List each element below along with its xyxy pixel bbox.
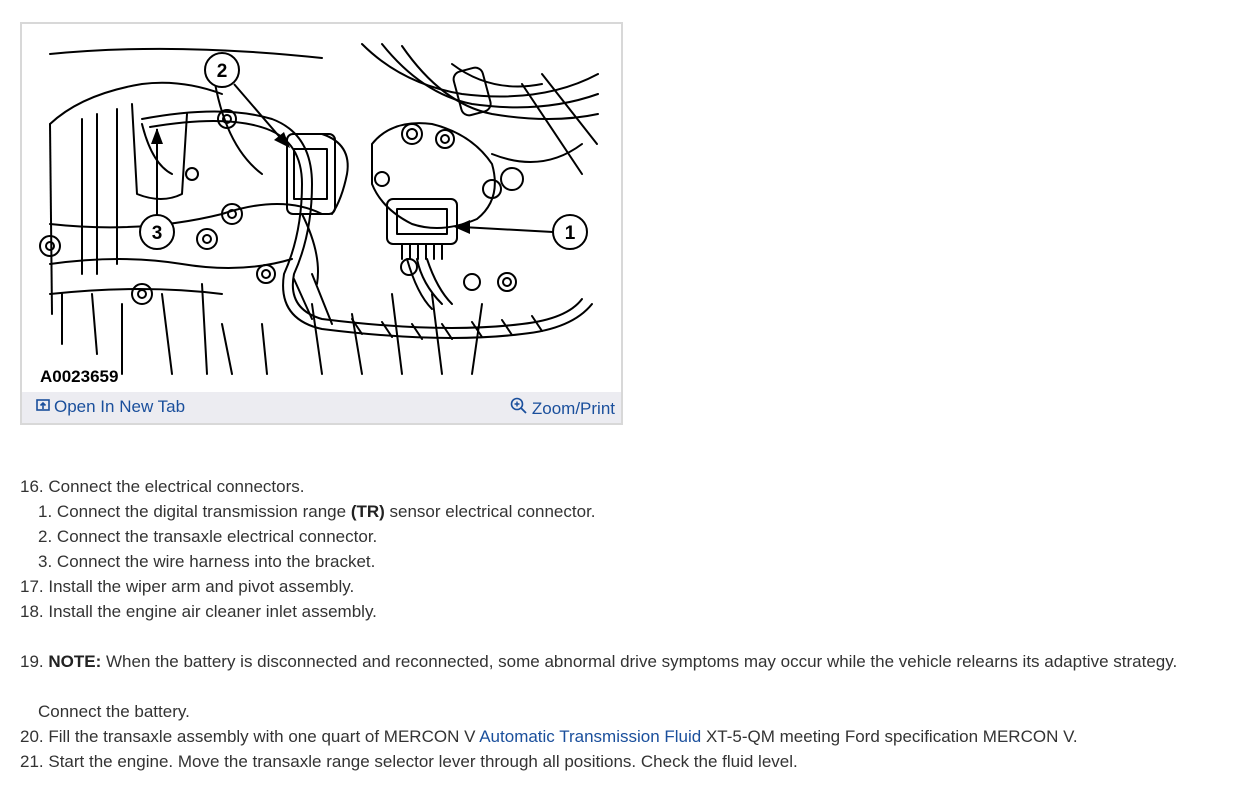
figure-toolbar	[22, 392, 621, 423]
figure-id: A0023659	[40, 367, 119, 386]
step-21: 21. Start the engine. Move the transaxle range selector lever through all positions. Check the fluid level.	[20, 752, 798, 771]
substep-3: 3. Connect the wire harness into the bracket.	[38, 552, 376, 571]
spacer	[20, 674, 1177, 699]
zoom-print-label: Zoom/Print	[531, 398, 615, 418]
transaxle-connector-illustration	[22, 24, 621, 392]
open-in-new-tab-link[interactable]	[36, 397, 185, 417]
step-20: 20. Fill the transaxle assembly with one quart of MERCON V Automatic Transmission Fluid XT-5-QM meeting Ford specification MERCON V.	[20, 727, 1078, 746]
step-19-action: Connect the battery.	[38, 702, 190, 721]
step-18: 18. Install the engine air cleaner inlet assembly.	[20, 602, 377, 621]
step-16: 16. Connect the electrical connectors.	[20, 477, 305, 496]
procedure-steps	[20, 474, 1177, 774]
fluid-link[interactable]: Automatic Transmission Fluid	[479, 727, 702, 746]
substep-1: 1. Connect the digital transmission range (TR) sensor electrical connector.	[38, 502, 596, 521]
callout-label: 3	[151, 223, 163, 244]
open-in-new-tab-label: Open In New Tab	[54, 397, 186, 416]
step-17: 17. Install the wiper arm and pivot assembly.	[20, 577, 355, 596]
spacer	[20, 624, 1177, 649]
callout-label: 1	[564, 223, 576, 244]
zoom-in-icon	[510, 397, 528, 420]
callout-label: 2	[216, 61, 228, 82]
substep-2: 2. Connect the transaxle electrical connector.	[38, 527, 378, 546]
open-new-tab-icon	[36, 397, 50, 417]
figure-container	[20, 22, 623, 425]
zoom-print-link[interactable]	[510, 397, 615, 420]
step-19-note: 19. NOTE: When the battery is disconnected and reconnected, some abnormal drive symptoms may occur while the vehicle relearns its adaptive strategy.	[20, 652, 1178, 671]
